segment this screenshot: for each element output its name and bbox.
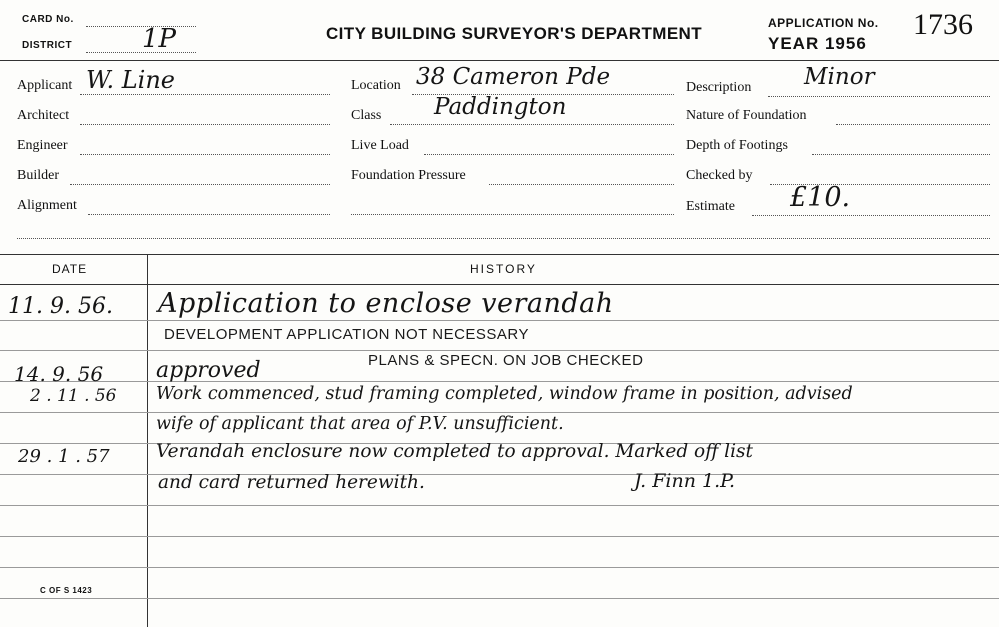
foundation-pressure-line <box>489 184 674 185</box>
engineer-line <box>80 154 330 155</box>
form-code: C OF S 1423 <box>40 586 93 595</box>
history-text: Work commenced, stud framing completed, window frame in position, advised <box>156 384 853 404</box>
alignment-line <box>88 214 330 215</box>
history-text: and card returned herewith. <box>158 472 425 493</box>
location-label: Location <box>351 78 401 93</box>
row-rule <box>0 412 999 413</box>
architect-line <box>80 124 330 125</box>
description-line <box>768 96 990 97</box>
builder-line <box>70 184 330 185</box>
district-line <box>86 52 196 53</box>
architect-label: Architect <box>17 108 70 123</box>
card-no-label: CARD No. <box>22 14 74 25</box>
row-rule <box>0 474 999 475</box>
history-text: wife of applicant that area of P.V. unsufficient. <box>156 414 564 434</box>
department-title: CITY BUILDING SURVEYOR'S DEPARTMENT <box>326 24 703 43</box>
checked-by-label: Checked by <box>686 168 753 183</box>
history-date: 2 . 11 . 56 <box>30 386 117 406</box>
foundation-pressure-label: Foundation Pressure <box>351 168 466 183</box>
stamp-plans-checked: PLANS & SPECN. ON JOB CHECKED <box>368 352 644 369</box>
location-value: 38 Cameron Pde <box>416 64 611 90</box>
class-label: Class <box>351 108 382 123</box>
header-row-rule <box>0 284 999 285</box>
history-date: 29 . 1 . 57 <box>18 446 110 467</box>
history-text: Verandah enclosure now completed to approval. Marked off list <box>156 441 753 462</box>
applicant-label: Applicant <box>17 78 73 93</box>
estimate-label: Estimate <box>686 199 735 214</box>
row-rule <box>0 381 999 382</box>
estimate-line <box>752 215 990 216</box>
nature-of-foundation-line <box>836 124 990 125</box>
row-rule <box>0 350 999 351</box>
estimate-value: £10. <box>790 182 851 213</box>
history-text: Application to enclose verandah <box>158 288 614 319</box>
date-column-divider <box>147 254 148 627</box>
description-value: Minor <box>804 64 875 90</box>
row-rule <box>0 505 999 506</box>
builder-label: Builder <box>17 168 59 183</box>
row-rule <box>0 536 999 537</box>
history-text: approved <box>156 358 261 383</box>
history-date: 14. 9. 56 <box>14 362 104 386</box>
fields-bottom-line <box>17 238 990 239</box>
history-date: 11. 9. 56. <box>8 294 113 319</box>
year-label: YEAR 1956 <box>768 34 867 53</box>
live-load-line <box>424 154 674 155</box>
card-no-line <box>86 26 196 27</box>
depth-of-footings-line <box>812 154 990 155</box>
engineer-label: Engineer <box>17 138 68 153</box>
application-no-label: APPLICATION No. <box>768 16 879 30</box>
application-no-value: 1736 <box>913 8 973 41</box>
class-line <box>390 124 674 125</box>
history-top-rule <box>0 254 999 255</box>
class-value: Paddington <box>434 94 567 120</box>
date-header: DATE <box>52 262 88 276</box>
nature-of-foundation-label: Nature of Foundation <box>686 108 807 123</box>
stamp-development-application: DEVELOPMENT APPLICATION NOT NECESSARY <box>164 326 529 343</box>
col2-blank-line <box>351 214 674 215</box>
description-label: Description <box>686 80 752 95</box>
alignment-label: Alignment <box>17 198 77 213</box>
row-rule <box>0 320 999 321</box>
depth-of-footings-label: Depth of Footings <box>686 138 788 153</box>
district-label: DISTRICT <box>22 40 73 51</box>
applicant-line <box>80 94 330 95</box>
row-rule <box>0 598 999 599</box>
applicant-value: W. Line <box>86 66 176 94</box>
signature: J. Finn 1.P. <box>634 470 736 492</box>
row-rule <box>0 567 999 568</box>
header-rule <box>0 60 999 61</box>
district-value: 1P <box>142 24 177 54</box>
live-load-label: Live Load <box>351 138 409 153</box>
history-header: HISTORY <box>470 262 537 276</box>
